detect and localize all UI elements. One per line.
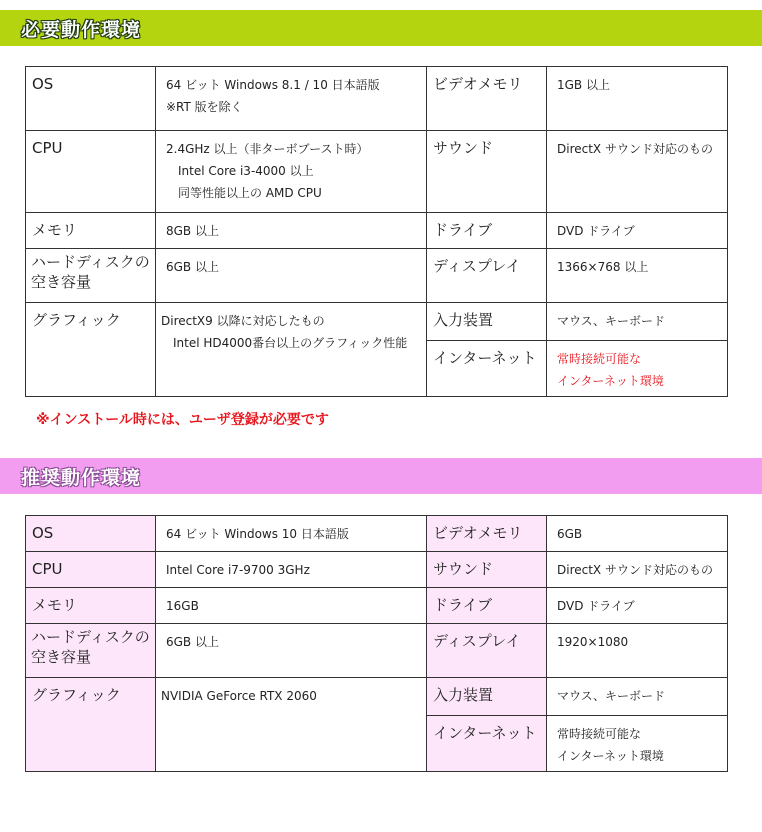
os-value: 64 ビット Windows 10 日本語版 [156,516,427,552]
sound-value: DirectX サウンド対応のもの [547,131,728,213]
memory-value: 8GB 以上 [156,213,427,249]
internet-label: インターネット [427,341,547,397]
table-row [26,588,728,624]
drive-label: ドライブ [427,588,547,624]
display-value: 1366×768 以上 [547,249,728,303]
cpu-value-line3: 同等性能以上の AMD CPU [178,186,322,200]
hdd-label-line2: 空き容量 [31,648,92,666]
internet-value-line2: インターネット環境 [557,374,664,388]
memory-value: 16GB [156,588,427,624]
internet-value-line2: インターネット環境 [557,749,664,763]
sound-label: サウンド [427,131,547,213]
display-value: 1920×1080 [547,624,728,678]
table-row [26,67,728,131]
display-label: ディスプレイ [427,624,547,678]
registration-note: ※インストール時には、ユーザ登録が必要です [36,412,329,428]
memory-label: メモリ [26,588,156,624]
required-spec-table [25,66,728,397]
table-row [26,249,728,303]
cpu-label: CPU [26,131,156,213]
vram-value: 6GB [547,516,728,552]
sound-label: サウンド [427,552,547,588]
recommended-spec-table [25,515,728,772]
table-row [26,552,728,588]
input-label: 入力装置 [427,678,547,716]
graphics-value-line1: DirectX9 以降に対応したもの [161,314,325,328]
recommended-title: 推奨動作環境 [21,466,142,489]
display-label: ディスプレイ [427,249,547,303]
required-title: 必要動作環境 [21,18,142,41]
graphics-value-line2: Intel HD4000番台以上のグラフィック性能 [173,336,408,350]
os-value-line1: 64 ビット Windows 8.1 / 10 日本語版 [166,78,380,92]
os-label: OS [26,67,156,131]
table-row [26,516,728,552]
table-row [26,678,728,716]
cpu-label: CPU [26,552,156,588]
drive-value: DVD ドライブ [547,213,728,249]
table-row [26,303,728,341]
internet-value-line1: 常時接続可能な [557,727,642,741]
hdd-label-line2: 空き容量 [31,273,92,291]
recommended-banner [0,458,762,494]
os-value-line2: ※RT 版を除く [166,100,243,114]
memory-label: メモリ [26,213,156,249]
table-row [26,131,728,213]
cpu-value-line1: 2.4GHz 以上（非ターボブースト時） [166,142,369,156]
drive-value: DVD ドライブ [547,588,728,624]
required-banner [0,10,762,46]
vram-label: ビデオメモリ [427,516,547,552]
cpu-value: Intel Core i7-9700 3GHz [156,552,427,588]
table-row [26,213,728,249]
vram-value: 1GB 以上 [547,67,728,131]
drive-label: ドライブ [427,213,547,249]
hdd-label-line1: ハードディスクの [31,253,150,271]
hdd-label-line1: ハードディスクの [31,628,150,646]
input-value: マウス、キーボード [547,678,728,716]
graphics-label: グラフィック [26,678,156,772]
cpu-value-line2: Intel Core i3-4000 以上 [178,164,314,178]
input-label: 入力装置 [427,303,547,341]
graphics-label: グラフィック [26,303,156,397]
table-row [26,624,728,678]
input-value: マウス、キーボード [547,303,728,341]
os-label: OS [26,516,156,552]
graphics-value: NVIDIA GeForce RTX 2060 [156,678,427,772]
sound-value: DirectX サウンド対応のもの [547,552,728,588]
hdd-value: 6GB 以上 [156,249,427,303]
internet-value-line1: 常時接続可能な [557,352,642,366]
hdd-value: 6GB 以上 [156,624,427,678]
vram-label: ビデオメモリ [427,67,547,131]
internet-label: インターネット [427,716,547,772]
